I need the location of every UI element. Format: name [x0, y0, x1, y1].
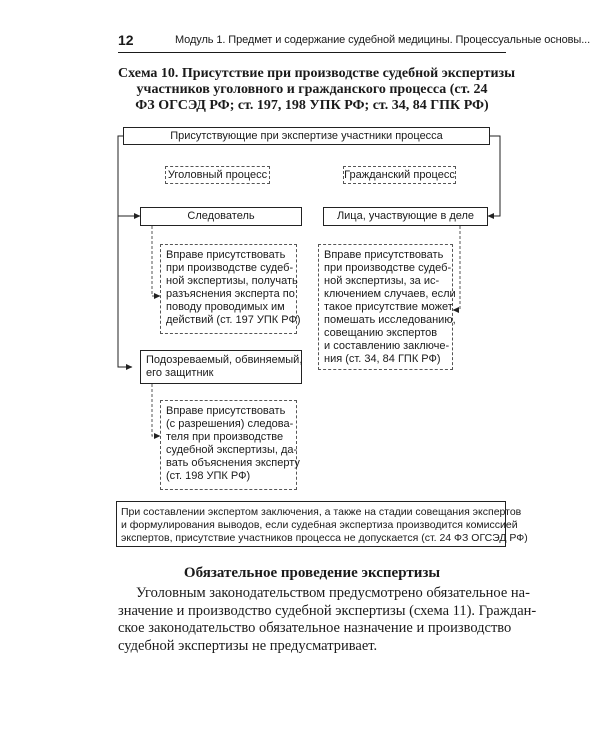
suspect-line: Подозреваемый, обвиняемый, — [146, 354, 303, 366]
civil-process-label: Гражданский процесс — [343, 166, 456, 184]
rights-line: ной экспертизы, получать — [166, 275, 298, 287]
suspect-rights-link — [152, 384, 160, 436]
rights-line: разъяснения эксперта по — [166, 288, 295, 300]
rights-line: и составлению заключе- — [324, 340, 450, 352]
rights-line: судебной экспертизы, да- — [166, 444, 298, 456]
suspect-rights-box — [160, 400, 300, 490]
rights-line: вать объяснения эксперту — [166, 457, 300, 469]
running-title: Модуль 1. Предмет и содержание судебной медицины. Процессуальные основы... — [175, 34, 591, 46]
investigator-rights-link — [152, 226, 160, 296]
note-line: При составлении экспертом заключения, а также на стадии совещания экспертов — [121, 506, 522, 518]
rights-line: Вправе присутствовать — [166, 249, 286, 261]
rights-line: при производстве судеб- — [166, 262, 294, 274]
scheme-title-line: ФЗ ОГСЭД РФ; ст. 197, 198 УПК РФ; ст. 34, 84 ГПК РФ) — [135, 98, 489, 113]
rights-line: при производстве судеб- — [324, 262, 452, 274]
rights-line: поводу проводимых им — [166, 301, 285, 313]
body-paragraph — [118, 585, 537, 655]
rights-line: (с разрешения) следова- — [166, 418, 294, 430]
rights-line: такое присутствие может — [324, 301, 453, 313]
rights-line: ния (ст. 34, 84 ГПК РФ) — [324, 353, 441, 365]
scheme-title-line: Схема 10. Присутствие при производстве судебной экспертизы — [118, 66, 516, 81]
civil-rights-box — [318, 244, 456, 370]
rights-line: теля при производстве — [166, 431, 284, 443]
left-trunk-line — [118, 136, 132, 367]
rights-line: действий (ст. 197 УПК РФ) — [166, 314, 301, 326]
suspect-box — [140, 350, 302, 384]
rights-line: Вправе присутствовать — [166, 405, 286, 417]
investigator-box: Следователь — [140, 207, 302, 226]
investigator-rights-box — [160, 244, 301, 334]
page-number: 12 — [118, 32, 134, 48]
note-box — [116, 501, 528, 547]
rights-line: (ст. 198 УПК РФ) — [166, 470, 251, 482]
rights-line: совещанию экспертов — [324, 327, 438, 339]
rights-line: помешать исследованию, — [324, 314, 456, 326]
right-trunk-line — [488, 136, 500, 216]
rights-line: Вправе присутствовать — [324, 249, 444, 261]
section-heading: Обязательное проведение экспертизы — [183, 565, 441, 581]
criminal-process-label: Уголовный процесс — [165, 166, 270, 184]
note-line: и формулирования выводов, если судебная экспертиза производится комиссией — [121, 519, 518, 531]
rights-line: ключением случаев, если — [324, 288, 456, 300]
note-line: экспертов, присутствие участников процесса не допускается (ст. 24 ФЗ ОГСЭД РФ) — [121, 532, 528, 544]
persons-in-case-box: Лица, участвующие в деле — [323, 207, 488, 226]
suspect-line: его защитник — [146, 367, 214, 379]
paragraph-line: значение и производство судебной экспертизы (схема 11). Граждан- — [118, 602, 537, 619]
rights-line: ной экспертизы, за ис- — [324, 275, 440, 287]
paragraph-line: ское законодательство обязательное назначение и производство — [118, 620, 512, 636]
participants-box: Присутствующие при экспертизе участники процесса — [123, 127, 490, 145]
paragraph-line: Уголовным законодательством предусмотрено обязательное на- — [136, 585, 530, 601]
scheme-title-line: участников уголовного и гражданского процесса (ст. 24 — [136, 82, 488, 97]
paragraph-line: судебной экспертизы не предусматривает. — [118, 637, 378, 654]
